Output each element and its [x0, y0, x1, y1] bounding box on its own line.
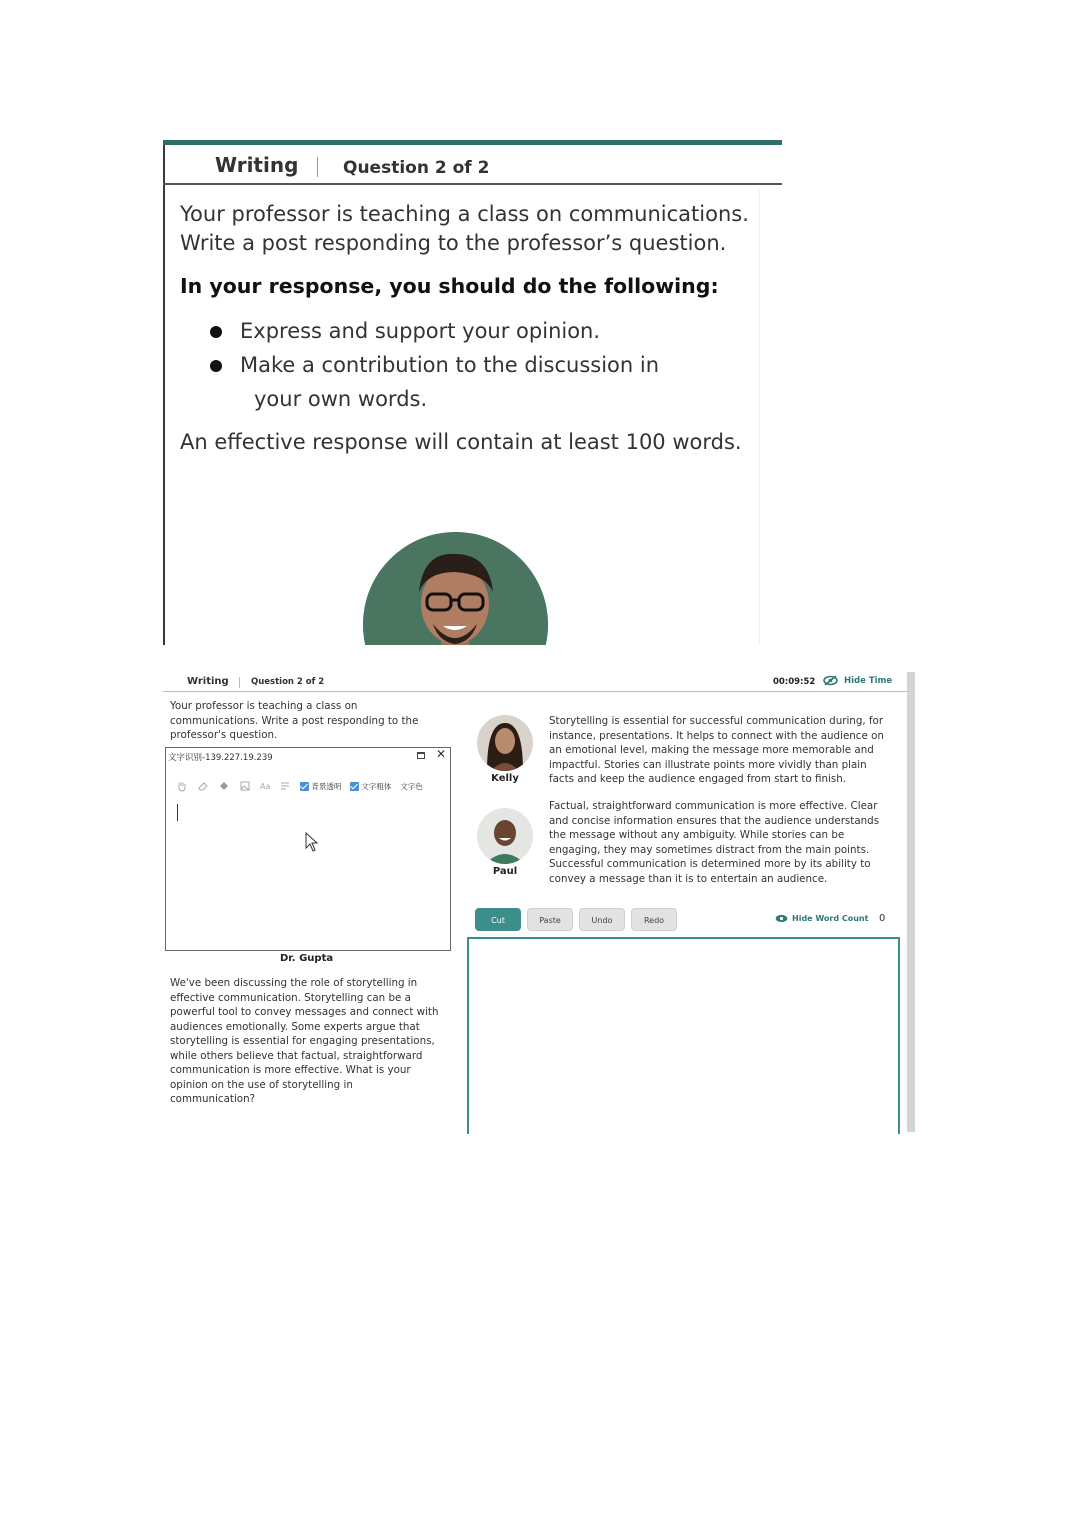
cut-button[interactable]: Cut	[475, 908, 521, 931]
instruction-item	[208, 315, 770, 348]
student-paul	[476, 808, 534, 877]
zoomed-question-panel	[163, 140, 783, 646]
paul-name: Paul	[492, 866, 518, 877]
header-divider	[317, 157, 318, 177]
text-caret	[177, 804, 178, 821]
hide-word-count-label: Hide Word Count	[792, 914, 869, 923]
kelly-avatar	[477, 715, 533, 771]
instruction-list	[208, 315, 770, 416]
instruction-heading: In your response, you should do the following:	[180, 274, 719, 298]
word-count: 0	[879, 913, 886, 924]
scrollbar[interactable]	[907, 672, 915, 1132]
bullet-text-2: Make a contribution to the discussion in	[240, 353, 660, 377]
length-note: An effective response will contain at least 100 words.	[180, 430, 742, 454]
eye-slash-icon	[823, 675, 838, 686]
hand-icon[interactable]	[176, 780, 188, 792]
header-divider	[239, 677, 240, 688]
editor-toolbar	[475, 908, 677, 931]
fill-bucket-icon[interactable]	[218, 780, 230, 792]
text-align-icon[interactable]	[279, 780, 291, 792]
student-kelly	[476, 715, 534, 784]
image-icon[interactable]	[239, 780, 251, 792]
bold-text-checkbox[interactable]	[350, 781, 391, 792]
checkbox-label: 文字粗体	[361, 781, 392, 791]
question-counter: Question 2 of 2	[343, 158, 490, 178]
checkbox-label: 背景透明	[311, 781, 342, 791]
response-textarea[interactable]	[467, 937, 900, 1134]
hide-time-button[interactable]	[823, 675, 892, 686]
redo-button[interactable]: Redo	[631, 908, 677, 931]
popup-toolbar	[176, 780, 423, 792]
zoomed-instructions	[180, 200, 770, 457]
section-title: Writing	[187, 676, 229, 687]
hide-word-count-button[interactable]	[775, 914, 868, 923]
popup-title: 文字识别-139.227.19.239	[168, 753, 273, 763]
zoomed-header	[163, 145, 782, 185]
paul-avatar	[477, 808, 533, 864]
eraser-icon[interactable]	[197, 780, 209, 792]
checkbox-checked-icon	[350, 782, 359, 791]
ocr-popup-window[interactable]	[165, 747, 451, 951]
checkbox-checked-icon	[300, 782, 309, 791]
question-counter: Question 2 of 2	[251, 677, 325, 687]
professor-question: We've been discussing the role of storytelling in effective communication. Storytelling can be a powerful tool to convey messages and connect with audiences emotionally. Some experts argue that storytelling is essential for engaging presentations, while others believe that factual, straightforward communication is more effective. What is your opinion on the use of storytelling in communication?	[170, 977, 439, 1105]
task-header	[163, 672, 907, 692]
intro-text: Your professor is teaching a class on communications. Write a post responding to the professor’s question.	[180, 202, 749, 255]
paste-button[interactable]: Paste	[527, 908, 573, 931]
text-color-option[interactable]: 文字色	[400, 781, 423, 791]
section-title: Writing	[215, 153, 299, 177]
eye-icon	[775, 914, 788, 923]
close-icon[interactable]: ✕	[436, 747, 447, 761]
task-prompt: Your professor is teaching a class on communications. Write a post responding to the professor's question.	[170, 700, 419, 741]
transparent-bg-checkbox[interactable]	[300, 781, 341, 792]
paul-post: Factual, straightforward communication is more effective. Clear and concise information ensures that the audience understands the message without any ambiguity. While stories can be engaging, they may sometimes distract from the main points. Successful communication is determined more by its ability to convey a message than it is to entertain an audience.	[549, 800, 880, 885]
kelly-post: Storytelling is essential for successful communication during, for instance, presentations. It helps to connect with the audience on an emotional level, making the message more memorable and impactful. Stories can illustrate points more vividly than plain facts and keep the audience engaged from start to finish.	[549, 715, 884, 785]
bullet-text-1: Express and support your opinion.	[240, 319, 601, 343]
left-divider	[163, 145, 165, 645]
mouse-cursor-icon	[305, 832, 319, 852]
instruction-item	[208, 349, 770, 416]
kelly-name: Kelly	[491, 773, 519, 784]
writing-task-screen	[163, 672, 917, 1134]
font-size-icon[interactable]: Aa	[260, 781, 271, 791]
restore-icon[interactable]	[417, 752, 425, 759]
professor-name: Dr. Gupta	[280, 953, 334, 964]
professor-avatar-large	[363, 532, 548, 645]
undo-button[interactable]: Undo	[579, 908, 625, 931]
bullet-text-2-cont: your own words.	[254, 387, 428, 411]
hide-time-label: Hide Time	[844, 675, 893, 686]
timer: 00:09:52	[773, 677, 816, 687]
